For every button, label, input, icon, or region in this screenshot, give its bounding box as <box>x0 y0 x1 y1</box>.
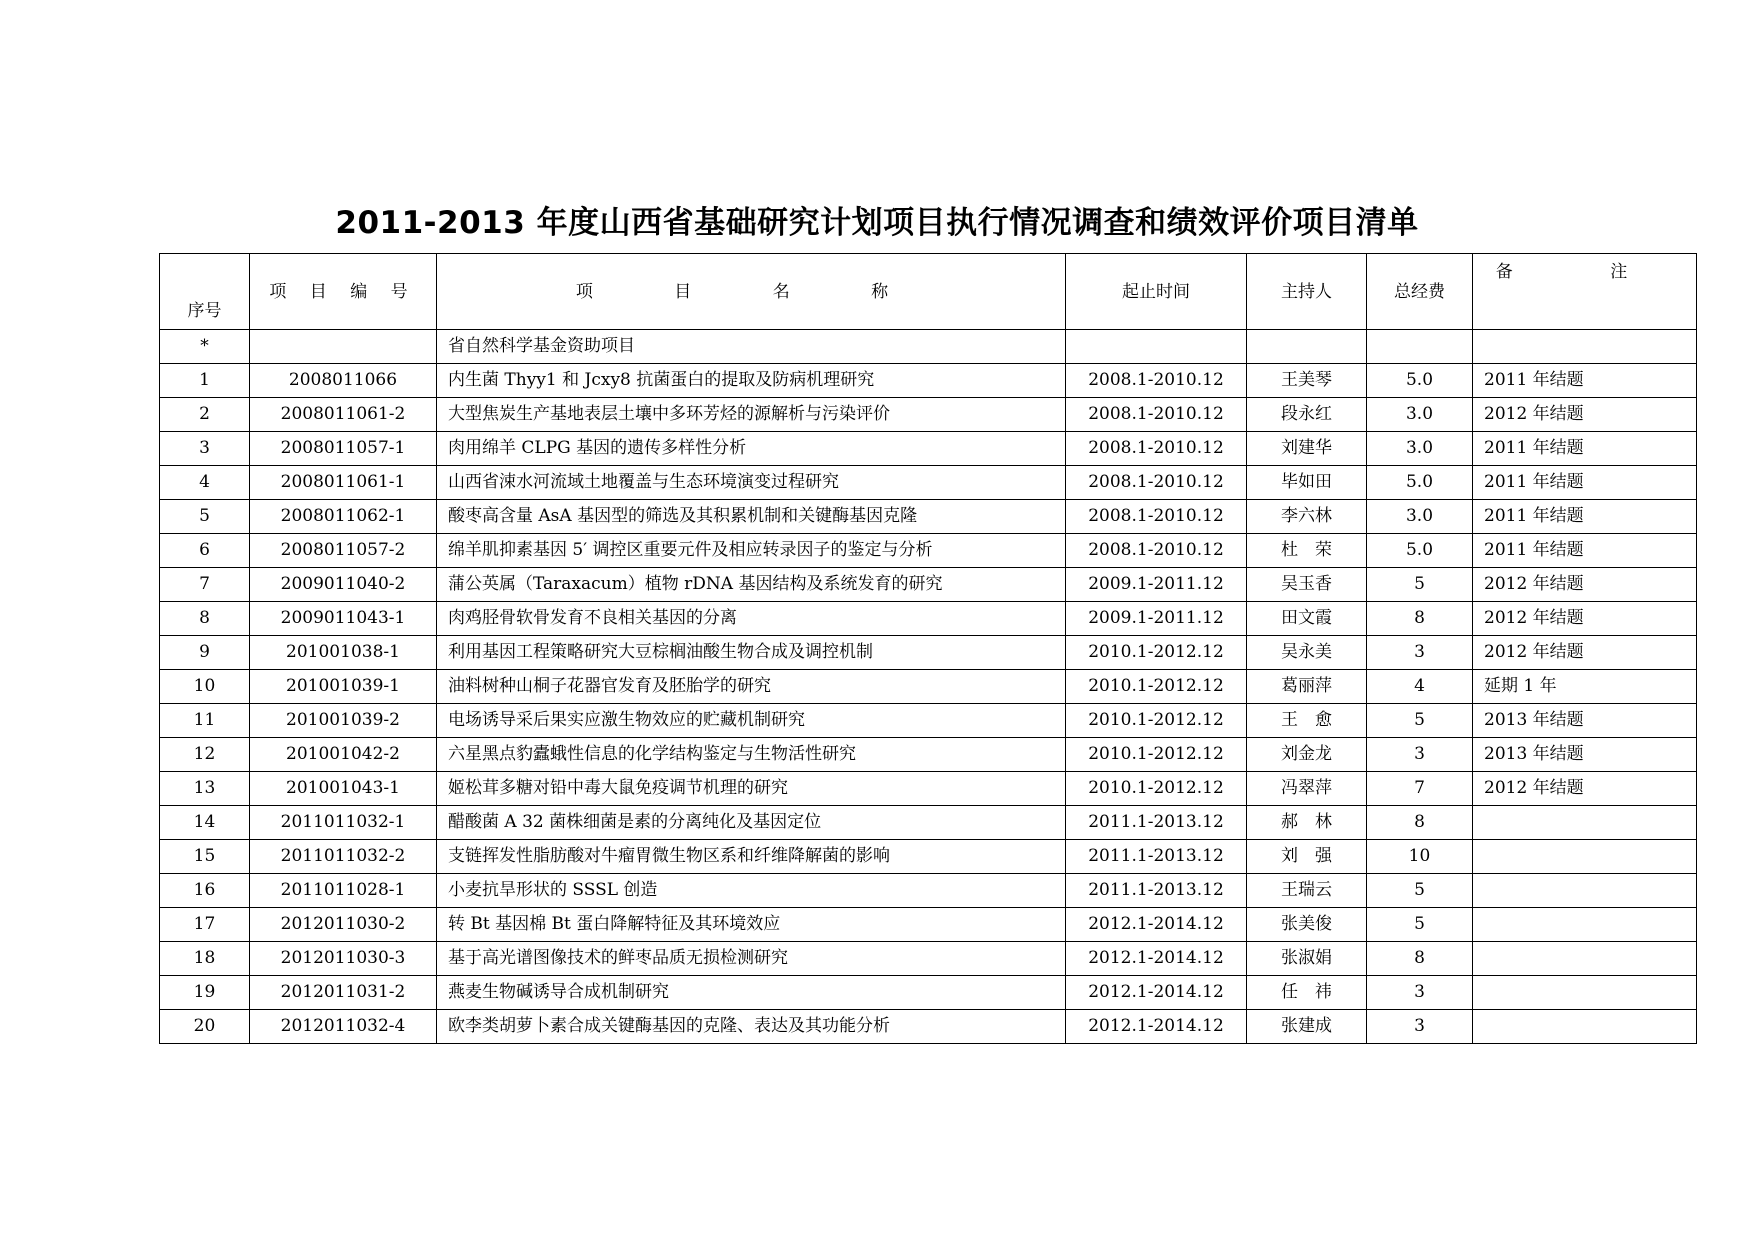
cell-code: 2012011030-3 <box>250 942 437 976</box>
table-row <box>160 738 1697 772</box>
cell-funds: 3.0 <box>1367 500 1473 534</box>
cell-period: 2010.1-2012.12 <box>1066 772 1247 806</box>
cell-remark: 2011 年结题 <box>1473 364 1697 398</box>
cell-leader: 田文霞 <box>1247 602 1367 636</box>
cell-period: 2008.1-2010.12 <box>1066 432 1247 466</box>
cell-name: 转 Bt 基因棉 Bt 蛋白降解特征及其环境效应 <box>437 908 1066 942</box>
table-row <box>160 908 1697 942</box>
cell-remark: 2012 年结题 <box>1473 568 1697 602</box>
cell-name: 肉鸡胫骨软骨发育不良相关基因的分离 <box>437 602 1066 636</box>
cell-leader: 张美俊 <box>1247 908 1367 942</box>
cell-leader: 张淑娟 <box>1247 942 1367 976</box>
cell-name: 醋酸菌 A 32 菌株细菌是素的分离纯化及基因定位 <box>437 806 1066 840</box>
cell-seq: 13 <box>160 772 250 806</box>
cell-code: 201001039-2 <box>250 704 437 738</box>
cell-funds: 5 <box>1367 874 1473 908</box>
table-row <box>160 636 1697 670</box>
cell-funds: 4 <box>1367 670 1473 704</box>
cell-funds: 8 <box>1367 806 1473 840</box>
section-row <box>160 330 1697 364</box>
cell-remark: 2012 年结题 <box>1473 602 1697 636</box>
cell-code: 201001038-1 <box>250 636 437 670</box>
table-row <box>160 500 1697 534</box>
header-seq: 序号 <box>160 254 250 330</box>
section-empty-funds <box>1367 330 1473 364</box>
project-table <box>159 253 1697 1044</box>
cell-code: 201001039-1 <box>250 670 437 704</box>
cell-funds: 3 <box>1367 636 1473 670</box>
cell-seq: 8 <box>160 602 250 636</box>
cell-name: 电场诱导采后果实应激生物效应的贮藏机制研究 <box>437 704 1066 738</box>
cell-code: 2008011066 <box>250 364 437 398</box>
table-row <box>160 568 1697 602</box>
header-code: 项 目 编 号 <box>250 254 437 330</box>
cell-leader: 刘 强 <box>1247 840 1367 874</box>
cell-funds: 5 <box>1367 568 1473 602</box>
cell-leader: 段永红 <box>1247 398 1367 432</box>
cell-funds: 5.0 <box>1367 364 1473 398</box>
section-empty-remark <box>1473 330 1697 364</box>
cell-code: 2011011028-1 <box>250 874 437 908</box>
cell-funds: 5 <box>1367 908 1473 942</box>
cell-funds: 3 <box>1367 976 1473 1010</box>
cell-name: 油料树种山桐子花器官发育及胚胎学的研究 <box>437 670 1066 704</box>
cell-seq: 18 <box>160 942 250 976</box>
cell-seq: 5 <box>160 500 250 534</box>
table-row <box>160 398 1697 432</box>
cell-code: 2012011030-2 <box>250 908 437 942</box>
cell-period: 2011.1-2013.12 <box>1066 806 1247 840</box>
section-empty-code <box>250 330 437 364</box>
cell-leader: 任 祎 <box>1247 976 1367 1010</box>
cell-period: 2008.1-2010.12 <box>1066 466 1247 500</box>
table-row <box>160 534 1697 568</box>
table-row <box>160 466 1697 500</box>
section-label: 省自然科学基金资助项目 <box>437 330 1066 364</box>
cell-period: 2008.1-2010.12 <box>1066 364 1247 398</box>
cell-period: 2010.1-2012.12 <box>1066 738 1247 772</box>
cell-remark <box>1473 840 1697 874</box>
section-empty-leader <box>1247 330 1367 364</box>
cell-leader: 葛丽萍 <box>1247 670 1367 704</box>
cell-leader: 李六林 <box>1247 500 1367 534</box>
cell-name: 小麦抗旱形状的 SSSL 创造 <box>437 874 1066 908</box>
cell-period: 2009.1-2011.12 <box>1066 602 1247 636</box>
cell-leader: 杜 荣 <box>1247 534 1367 568</box>
section-seq: * <box>160 330 250 364</box>
cell-leader: 吴永美 <box>1247 636 1367 670</box>
cell-period: 2008.1-2010.12 <box>1066 500 1247 534</box>
header-remark: 备 注 <box>1473 254 1697 330</box>
cell-seq: 2 <box>160 398 250 432</box>
table-row <box>160 670 1697 704</box>
cell-seq: 11 <box>160 704 250 738</box>
cell-remark <box>1473 1010 1697 1044</box>
table-row <box>160 602 1697 636</box>
cell-name: 基于高光谱图像技术的鲜枣品质无损检测研究 <box>437 942 1066 976</box>
cell-seq: 14 <box>160 806 250 840</box>
cell-remark: 2013 年结题 <box>1473 704 1697 738</box>
cell-period: 2010.1-2012.12 <box>1066 704 1247 738</box>
cell-name: 山西省涑水河流域土地覆盖与生态环境演变过程研究 <box>437 466 1066 500</box>
cell-leader: 吴玉香 <box>1247 568 1367 602</box>
table-row <box>160 976 1697 1010</box>
cell-code: 2008011062-1 <box>250 500 437 534</box>
cell-seq: 10 <box>160 670 250 704</box>
cell-seq: 12 <box>160 738 250 772</box>
cell-name: 蒲公英属（Taraxacum）植物 rDNA 基因结构及系统发育的研究 <box>437 568 1066 602</box>
table-row <box>160 1010 1697 1044</box>
cell-seq: 17 <box>160 908 250 942</box>
cell-seq: 9 <box>160 636 250 670</box>
cell-leader: 冯翠萍 <box>1247 772 1367 806</box>
cell-funds: 5 <box>1367 704 1473 738</box>
cell-code: 201001042-2 <box>250 738 437 772</box>
cell-leader: 郝 林 <box>1247 806 1367 840</box>
cell-code: 2012011031-2 <box>250 976 437 1010</box>
page-title: 2011-2013 年度山西省基础研究计划项目执行情况调查和绩效评价项目清单 <box>335 205 1419 241</box>
cell-period: 2012.1-2014.12 <box>1066 942 1247 976</box>
cell-code: 2012011032-4 <box>250 1010 437 1044</box>
table-row <box>160 840 1697 874</box>
cell-remark <box>1473 976 1697 1010</box>
cell-period: 2009.1-2011.12 <box>1066 568 1247 602</box>
section-empty-period <box>1066 330 1247 364</box>
cell-remark: 延期 1 年 <box>1473 670 1697 704</box>
cell-seq: 19 <box>160 976 250 1010</box>
cell-name: 利用基因工程策略研究大豆棕榈油酸生物合成及调控机制 <box>437 636 1066 670</box>
cell-code: 2011011032-1 <box>250 806 437 840</box>
cell-code: 201001043-1 <box>250 772 437 806</box>
cell-funds: 7 <box>1367 772 1473 806</box>
header-leader: 主持人 <box>1247 254 1367 330</box>
cell-seq: 3 <box>160 432 250 466</box>
cell-name: 欧李类胡萝卜素合成关键酶基因的克隆、表达及其功能分析 <box>437 1010 1066 1044</box>
cell-funds: 8 <box>1367 942 1473 976</box>
cell-period: 2010.1-2012.12 <box>1066 636 1247 670</box>
cell-remark: 2012 年结题 <box>1473 636 1697 670</box>
cell-seq: 1 <box>160 364 250 398</box>
cell-leader: 毕如田 <box>1247 466 1367 500</box>
cell-funds: 3.0 <box>1367 398 1473 432</box>
cell-remark: 2012 年结题 <box>1473 772 1697 806</box>
table-row <box>160 874 1697 908</box>
header-name: 项 目 名 称 <box>437 254 1066 330</box>
cell-code: 2011011032-2 <box>250 840 437 874</box>
cell-leader: 张建成 <box>1247 1010 1367 1044</box>
cell-period: 2008.1-2010.12 <box>1066 398 1247 432</box>
cell-remark <box>1473 874 1697 908</box>
cell-leader: 王瑞云 <box>1247 874 1367 908</box>
cell-funds: 3 <box>1367 738 1473 772</box>
table-row <box>160 704 1697 738</box>
cell-name: 六星黑点豹蠹蛾性信息的化学结构鉴定与生物活性研究 <box>437 738 1066 772</box>
cell-code: 2008011057-1 <box>250 432 437 466</box>
cell-period: 2011.1-2013.12 <box>1066 874 1247 908</box>
cell-leader: 王 愈 <box>1247 704 1367 738</box>
cell-leader: 刘建华 <box>1247 432 1367 466</box>
table-row <box>160 432 1697 466</box>
cell-seq: 20 <box>160 1010 250 1044</box>
cell-funds: 5.0 <box>1367 466 1473 500</box>
cell-seq: 15 <box>160 840 250 874</box>
cell-code: 2008011061-1 <box>250 466 437 500</box>
cell-period: 2011.1-2013.12 <box>1066 840 1247 874</box>
cell-period: 2012.1-2014.12 <box>1066 976 1247 1010</box>
cell-code: 2008011057-2 <box>250 534 437 568</box>
table-row <box>160 364 1697 398</box>
cell-name: 大型焦炭生产基地表层土壤中多环芳烃的源解析与污染评价 <box>437 398 1066 432</box>
cell-remark: 2012 年结题 <box>1473 398 1697 432</box>
cell-period: 2008.1-2010.12 <box>1066 534 1247 568</box>
cell-code: 2009011040-2 <box>250 568 437 602</box>
cell-remark: 2011 年结题 <box>1473 534 1697 568</box>
cell-name: 内生菌 Thyy1 和 Jcxy8 抗菌蛋白的提取及防病机理研究 <box>437 364 1066 398</box>
cell-seq: 4 <box>160 466 250 500</box>
cell-remark: 2013 年结题 <box>1473 738 1697 772</box>
cell-period: 2010.1-2012.12 <box>1066 670 1247 704</box>
cell-seq: 7 <box>160 568 250 602</box>
cell-code: 2008011061-2 <box>250 398 437 432</box>
cell-remark: 2011 年结题 <box>1473 500 1697 534</box>
cell-name: 姬松茸多糖对铅中毒大鼠免疫调节机理的研究 <box>437 772 1066 806</box>
cell-name: 绵羊肌抑素基因 5′ 调控区重要元件及相应转录因子的鉴定与分析 <box>437 534 1066 568</box>
cell-name: 燕麦生物碱诱导合成机制研究 <box>437 976 1066 1010</box>
cell-funds: 10 <box>1367 840 1473 874</box>
cell-funds: 3.0 <box>1367 432 1473 466</box>
cell-code: 2009011043-1 <box>250 602 437 636</box>
cell-period: 2012.1-2014.12 <box>1066 908 1247 942</box>
cell-remark: 2011 年结题 <box>1473 432 1697 466</box>
cell-leader: 刘金龙 <box>1247 738 1367 772</box>
cell-seq: 6 <box>160 534 250 568</box>
table-row <box>160 806 1697 840</box>
cell-remark <box>1473 908 1697 942</box>
cell-name: 支链挥发性脂肪酸对牛瘤胃微生物区系和纤维降解菌的影响 <box>437 840 1066 874</box>
table-row <box>160 772 1697 806</box>
cell-remark: 2011 年结题 <box>1473 466 1697 500</box>
cell-period: 2012.1-2014.12 <box>1066 1010 1247 1044</box>
table-row <box>160 942 1697 976</box>
cell-name: 肉用绵羊 CLPG 基因的遗传多样性分析 <box>437 432 1066 466</box>
header-period: 起止时间 <box>1066 254 1247 330</box>
cell-seq: 16 <box>160 874 250 908</box>
cell-leader: 王美琴 <box>1247 364 1367 398</box>
cell-funds: 8 <box>1367 602 1473 636</box>
cell-remark <box>1473 806 1697 840</box>
header-row <box>160 254 1697 330</box>
cell-remark <box>1473 942 1697 976</box>
cell-funds: 3 <box>1367 1010 1473 1044</box>
cell-name: 酸枣高含量 AsA 基因型的筛选及其积累机制和关键酶基因克隆 <box>437 500 1066 534</box>
header-funds: 总经费 <box>1367 254 1473 330</box>
cell-funds: 5.0 <box>1367 534 1473 568</box>
